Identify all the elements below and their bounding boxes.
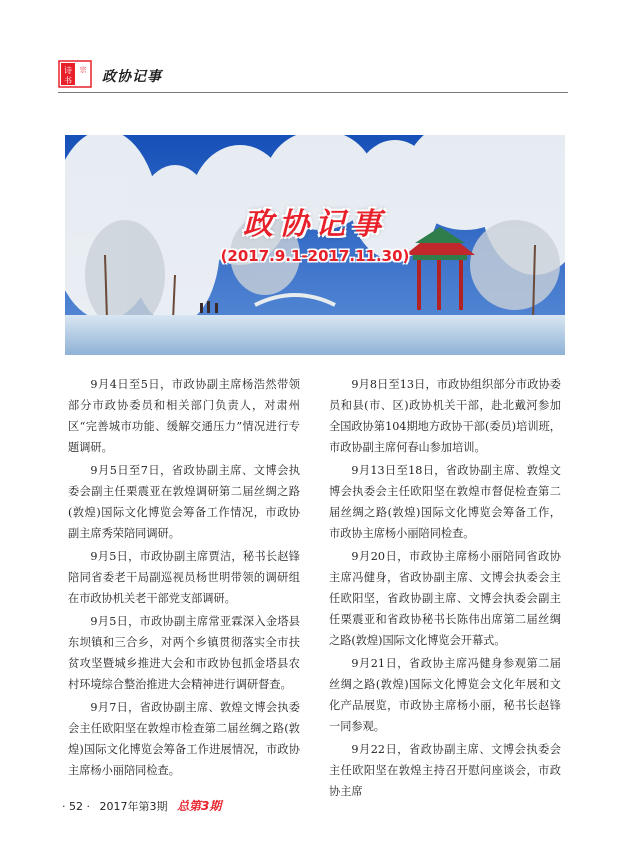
seal-logo-icon bbox=[58, 60, 92, 88]
right-column bbox=[329, 374, 561, 804]
winter-landscape-image bbox=[65, 135, 565, 355]
page-header bbox=[58, 60, 568, 90]
news-item: 9月7日，省政协副主席、敦煌文博会执委会主任欧阳坚在敦煌市检查第二届丝绸之路(敦煌)国际文化博览会筹备工作进展情况，市政协主席杨小丽陪同检查。 bbox=[68, 701, 300, 777]
svg-text:宗: 宗 bbox=[79, 66, 87, 74]
section-label: 政协记事 bbox=[102, 69, 162, 85]
news-item: 9月5日，市政协副主席常亚霖深入金塔县东坝镇和三合乡，对两个乡镇贯彻落实全市扶贫攻坚暨城乡推进大会和市政协包抓金塔县农村环境综合整治推进大会精神进行调研督查。 bbox=[68, 615, 300, 691]
page-number: · 52 · bbox=[62, 800, 90, 813]
hero-banner bbox=[65, 135, 565, 355]
news-item: 9月22日，省政协副主席、文博会执委会主任欧阳坚在敦煌主持召开慰问座谈会，市政协主席 bbox=[329, 743, 561, 798]
issue-label: 2017年第3期 bbox=[99, 800, 168, 813]
news-item: 9月4日至5日，市政协副主席杨浩然带领部分市政协委员和相关部门负责人，对肃州区“完善城市功能、缓解交通压力”情况进行专题调研。 bbox=[68, 378, 300, 454]
news-item: 9月13日至18日，省政协副主席、敦煌文博会执委会主任欧阳坚在敦煌市督促检查第二届丝绸之路(敦煌)国际文化博览会筹备工作，市政协主席杨小丽陪同检查。 bbox=[329, 464, 561, 540]
header-divider bbox=[58, 92, 568, 93]
left-column bbox=[68, 374, 300, 783]
svg-text:书: 书 bbox=[64, 76, 72, 85]
magazine-logo bbox=[58, 60, 92, 88]
news-item: 9月20日，市政协主席杨小丽陪同省政协主席冯健身，省政协副主席、文博会执委会主任欧阳坚，省政协副主席、文博会执委会副主任栗震亚和省政协秘书长陈伟出席第二届丝绸之路(敦煌)国际文化博览会开幕式。 bbox=[329, 550, 561, 647]
banner-title: 政协记事 bbox=[243, 207, 387, 242]
news-item: 9月5日，市政协副主席贾洁，秘书长赵锋陪同省委老干局副巡视员杨世明带领的调研组在市政协机关老干部党支部调研。 bbox=[68, 550, 300, 605]
banner-date-range: (2017.9.1-2017.11.30) bbox=[220, 247, 410, 265]
page-footer bbox=[62, 797, 227, 817]
svg-text:诗: 诗 bbox=[64, 66, 72, 75]
news-item: 9月8日至13日，市政协组织部分市政协委员和县(市、区)政协机关干部，赴北戴河参加全国政协第104期地方政协干部(委员)培训班，市政协副主席何春山参加培训。 bbox=[329, 378, 561, 454]
news-item: 9月5日至7日，省政协副主席、文博会执委会副主任栗震亚在敦煌调研第二届丝绸之路(敦煌)国际文化博览会筹备工作情况，市政协副主席秀荣陪同调研。 bbox=[68, 464, 300, 540]
issue-total: 总第3期 bbox=[176, 799, 222, 813]
news-item: 9月21日，省政协主席冯健身参观第二届丝绸之路(敦煌)国际文化博览会文化年展和文化产品展览，市政协主席杨小丽，秘书长赵锋一同参观。 bbox=[329, 657, 561, 733]
